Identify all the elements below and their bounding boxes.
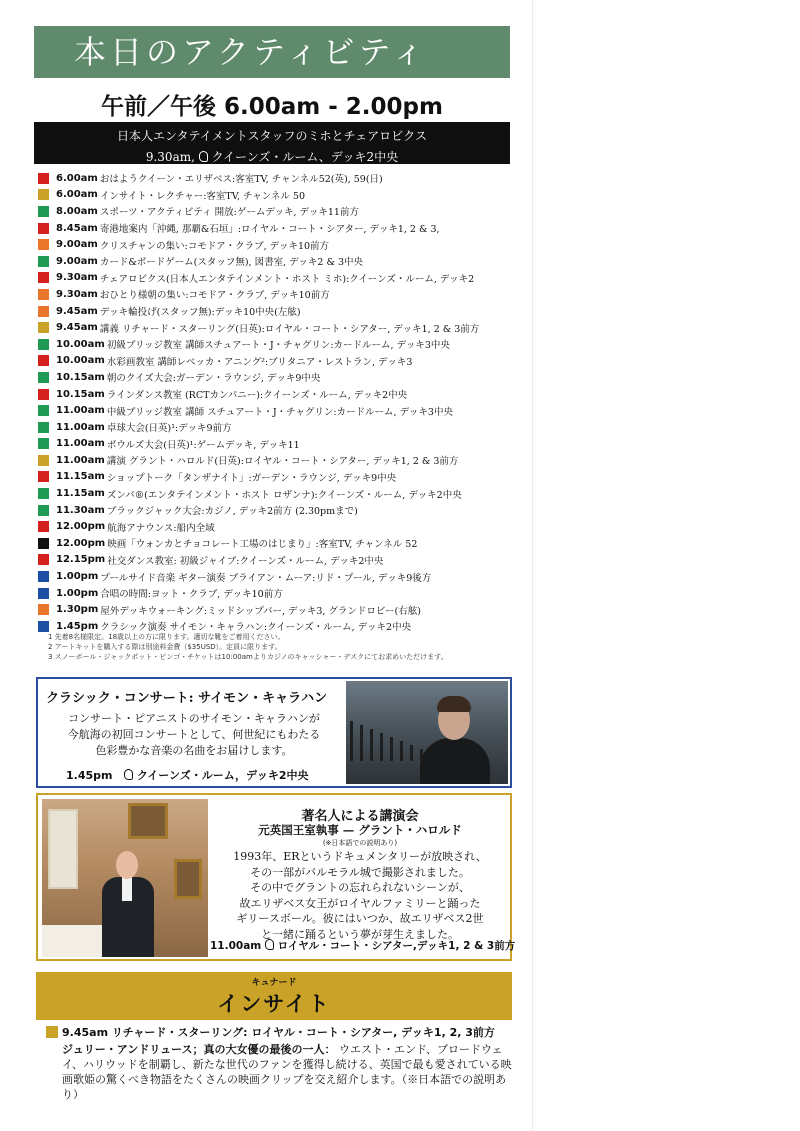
speaker-figure — [98, 849, 158, 957]
footnote: 3 スノーボール・ジャックポット・ビンゴ・チケットは10:00amよりカジノのキャッシャー・デスクにてお求めいただけます。 — [48, 653, 448, 661]
schedule-time: 11.15am — [56, 471, 105, 483]
schedule-row — [38, 187, 518, 204]
category-marker — [38, 189, 49, 200]
schedule-text: カード&ボードゲーム(スタッフ無), 図書室, デッキ2 & 3中央 — [99, 257, 363, 269]
schedule-text: ブラックジャック大会:カジノ, デッキ2前方 (2.30pmまで) — [106, 506, 358, 518]
insight-banner — [36, 972, 512, 1020]
schedule-text: ボウルズ大会(日英)¹:ゲームデッキ, デッキ11 — [106, 439, 300, 451]
schedule-text: 講義 リチャード・スターリング(日英):ロイヤル・コート・シアター, デッキ1, 2 & 3前方 — [99, 323, 480, 335]
schedule-text: ズンバ®(エンタテインメント・ホスト ロザンナ):クイーンズ・ルーム, デッキ2中央 — [106, 489, 462, 501]
lecture-time: 11.00am — [210, 940, 262, 952]
category-marker — [38, 256, 49, 267]
schedule-row — [38, 568, 518, 585]
concert-line: 色彩豊かな音楽の名曲をお届けします。 — [95, 744, 293, 757]
schedule-row — [38, 220, 518, 237]
schedule-time: 11.00am — [56, 454, 105, 466]
category-marker — [38, 272, 49, 283]
schedule-row — [38, 253, 518, 270]
page-fold — [532, 0, 533, 1131]
concert-description — [44, 711, 344, 759]
schedule-row — [38, 170, 518, 187]
schedule-text: チェアロビクス(日本人エンタテインメント・ホスト ミホ):クイーンズ・ルーム, デッキ2 — [99, 273, 475, 285]
category-marker — [38, 521, 49, 532]
schedule-time: 8.45am — [56, 222, 98, 234]
category-marker — [46, 1026, 58, 1038]
schedule-text: 卓球大会(日英)¹:デッキ9前方 — [106, 423, 232, 435]
pianist-figure — [420, 694, 490, 784]
schedule-time: 12.00pm — [56, 521, 106, 533]
page-title: 本日のアクティビティ — [34, 26, 510, 78]
concert-box — [36, 677, 512, 788]
category-marker — [38, 372, 49, 383]
schedule-row — [38, 485, 518, 502]
schedule-text: デッキ輪投げ(スタッフ無):デッキ10中央(左舷) — [99, 307, 301, 319]
footnote: 1 先着8名様限定。18歳以上の方に限ります。適切な靴をご着用ください。 — [48, 633, 285, 641]
schedule-time: 1.30pm — [56, 604, 99, 616]
schedule-time: 9.30am — [56, 272, 98, 284]
schedule-text: 屋外デッキウォーキング:ミッドシップバー, デッキ3, グランドロビー(右舷) — [100, 605, 421, 617]
category-marker — [38, 223, 49, 234]
category-marker — [38, 422, 49, 433]
insight-brand: キュナード — [251, 978, 297, 988]
lecture-title: 著名人による講演会 — [301, 809, 419, 824]
schedule-time: 6.00am — [56, 189, 98, 201]
schedule-row — [38, 236, 518, 253]
schedule-time: 10.15am — [56, 388, 105, 400]
schedule-time: 10.15am — [56, 371, 105, 383]
insight-line: リチャード・スターリング: ロイヤル・コート・シアター, デッキ1, 2, 3前方 — [111, 1026, 495, 1039]
lecture-box — [36, 793, 516, 961]
category-marker — [38, 538, 49, 549]
category-marker — [38, 239, 49, 250]
schedule-row — [38, 535, 518, 552]
schedule-text: 映画「ウォンカとチョコレート工場のはじまり」:客室TV, チャンネル 52 — [107, 539, 418, 551]
schedule-row — [38, 353, 518, 370]
schedule-row — [38, 469, 518, 486]
schedule-time: 1.00pm — [56, 571, 99, 583]
category-marker — [38, 339, 49, 350]
insight-title: インサイト — [217, 991, 331, 1016]
category-marker — [38, 173, 49, 184]
lecture-line: と一緒に踊るという夢が芽生えました。 — [261, 927, 459, 941]
insight-body: ウエスト・エンド、ブロードウェイ、ハリウッドを制覇し、新たな世代のファンを獲得し続ける、英国で最も愛されている映画歌姫の驚くべき物語をたくさんの映画クリップを交え紹介します。（※日本語での説明あり） — [62, 1043, 512, 1101]
schedule-text: プールサイド音楽 ギター演奏 ブライアン・ムーア:リド・プール, デッキ9後方 — [100, 572, 432, 584]
schedule-time: 1.00pm — [56, 587, 99, 599]
schedule-time: 9.00am — [56, 255, 98, 267]
schedule-text: 朝のクイズ大会:ガーデン・ラウンジ, デッキ9中央 — [106, 373, 321, 385]
schedule-time: 8.00am — [56, 205, 98, 217]
schedule-row — [38, 452, 518, 469]
schedule-row — [38, 270, 518, 287]
featured-activity-bar — [34, 122, 510, 164]
category-marker — [38, 405, 49, 416]
category-marker — [38, 588, 49, 599]
schedule-time: 11.15am — [56, 488, 105, 500]
category-marker — [38, 389, 49, 400]
category-marker — [38, 322, 49, 333]
schedule-row — [38, 336, 518, 353]
speaker-photo — [42, 799, 208, 957]
category-marker — [38, 554, 49, 565]
category-marker — [38, 471, 49, 482]
schedule-text: おひとり様朝の集い:コモドア・クラブ, デッキ10前方 — [99, 290, 330, 302]
painting — [174, 859, 202, 899]
insight-description — [62, 1042, 517, 1102]
insight-lead: ジュリー・アンドリュース；真の大女優の最後の一人： — [62, 1043, 336, 1056]
painting — [128, 803, 168, 839]
concert-schedule — [66, 767, 309, 783]
lecture-description — [210, 849, 510, 942]
schedule-text: 航海アナウンス:船内全域 — [107, 522, 215, 534]
schedule-text: 講演 グラント・ハロルド(日英):ロイヤル・コート・シアター, デッキ1, 2 & 3前方 — [106, 456, 459, 468]
schedule-row — [38, 419, 518, 436]
schedule-text: おはようクイーン・エリザベス:客室TV, チャンネル52(英), 59(日) — [99, 174, 383, 186]
schedule-row — [38, 601, 518, 618]
concert-line: コンサート・ピアニストのサイモン・キャラハンが — [68, 712, 320, 725]
lecture-location: ロイヤル・コート・シアター,デッキ1, 2 & 3前方 — [277, 940, 516, 952]
pier-silhouette — [346, 711, 426, 761]
schedule-text: 中級ブリッジ教室 講師 スチュアート・J・チャグリン:カードルーム, デッキ3中央 — [106, 406, 453, 418]
category-marker — [38, 488, 49, 499]
schedule-time: 12.15pm — [56, 554, 106, 566]
schedule-time: 9.00am — [56, 239, 98, 251]
category-marker — [38, 455, 49, 466]
category-marker — [38, 355, 49, 366]
schedule-time: 9.45am — [56, 305, 98, 317]
lecture-line: 故エリザベス女王がロイヤルファミリーと踊った — [239, 896, 481, 910]
schedule-time: 1.45pm — [56, 620, 99, 632]
category-marker — [38, 438, 49, 449]
schedule-row — [38, 585, 518, 602]
lecture-line: 1993年、ERというドキュメンタリーが放映され、 — [233, 850, 487, 863]
time-range-heading: 午前／午後 6.00am - 2.00pm — [101, 94, 443, 120]
insight-session — [46, 1024, 516, 1040]
schedule-row — [38, 518, 518, 535]
schedule-row — [38, 552, 518, 569]
footnote: 2 アートキットを購入する際は別途料金費（$35USD）。定員に限ります。 — [48, 643, 282, 651]
concert-location: クイーンズ・ルーム，デッキ2中央 — [136, 769, 309, 782]
schedule-text: 合唱の時間:ヨット・クラブ, デッキ10前方 — [100, 589, 283, 601]
lecture-subtitle: 元英国王室執事 — グラント・ハロルド — [258, 823, 462, 837]
lecture-note: (※日本語での説明あり) — [322, 839, 398, 847]
category-marker — [38, 604, 49, 615]
schedule-time: 9.45am — [56, 322, 98, 334]
lecture-line: その一部がバルモラル城で撮影されました。 — [250, 865, 470, 879]
category-marker — [38, 505, 49, 516]
featured-details — [34, 144, 510, 165]
window — [48, 809, 78, 889]
schedule-time: 11.00am — [56, 438, 105, 450]
featured-time: 9.30am, — [145, 150, 195, 164]
category-marker — [38, 571, 49, 582]
schedule-list — [38, 170, 518, 635]
category-marker — [38, 289, 49, 300]
hearing-loop-icon — [124, 769, 133, 780]
schedule-text: スポーツ・アクティビティ 開放:ゲームデッキ, デッキ11前方 — [99, 207, 359, 219]
category-marker — [38, 306, 49, 317]
lecture-schedule — [210, 938, 516, 953]
schedule-text: 寄港地案内「沖縄, 那覇&石垣」:ロイヤル・コート・シアター, デッキ1, 2 & 3, — [99, 224, 440, 236]
hearing-loop-icon — [199, 151, 208, 162]
schedule-text: 水彩画教室 講師レベッカ・アニング²:ブリタニア・レストラン, デッキ3 — [106, 356, 413, 368]
schedule-row — [38, 319, 518, 336]
schedule-time: 6.00am — [56, 172, 98, 184]
concert-line: 今航海の初回コンサートとして、何世紀にもわたる — [67, 728, 321, 741]
schedule-time: 10.00am — [56, 355, 105, 367]
footnotes — [48, 632, 518, 662]
schedule-text: 初級ブリッジ教室 講師スチュアート・J・チャグリン:カードルーム, デッキ3中央 — [106, 340, 450, 352]
schedule-text: ショップトーク「タンザナイト」:ガーデン・ラウンジ, デッキ9中央 — [106, 472, 397, 484]
schedule-text: 社交ダンス教室: 初級ジャイブ:クイーンズ・ルーム, デッキ2中央 — [107, 555, 384, 567]
concert-time: 1.45pm — [66, 769, 113, 782]
lecture-line: その中でグラントの忘れられないシーンが、 — [250, 881, 470, 894]
schedule-text: インサイト・レクチャー:客室TV, チャンネル 50 — [99, 190, 306, 202]
schedule-row — [38, 436, 518, 453]
schedule-time: 10.00am — [56, 338, 105, 350]
hearing-loop-icon — [265, 939, 274, 950]
schedule-time: 9.30am — [56, 288, 98, 300]
schedule-row — [38, 303, 518, 320]
pianist-photo — [346, 681, 508, 784]
category-marker — [38, 621, 49, 632]
schedule-row — [38, 502, 518, 519]
insight-time: 9.45am — [62, 1025, 109, 1039]
schedule-row — [38, 203, 518, 220]
featured-title: 日本人エンタテイメントスタッフのミホとチェアロビクス — [117, 129, 427, 143]
schedule-time: 12.00pm — [56, 537, 106, 549]
schedule-row — [38, 369, 518, 386]
schedule-time: 11.00am — [56, 405, 105, 417]
schedule-row — [38, 286, 518, 303]
concert-title: クラシック・コンサート: サイモン・キャラハン — [46, 691, 328, 706]
lecture-line: ギリースボール。彼にはいつか、故エリザベス2世 — [236, 912, 484, 925]
schedule-text: クリスチャンの集い:コモドア・クラブ, デッキ10前方 — [99, 240, 330, 252]
schedule-row — [38, 402, 518, 419]
schedule-text: クラシック演奏 サイモン・キャラハン:クイーンズ・ルーム, デッキ2中央 — [100, 622, 412, 634]
schedule-time: 11.30am — [56, 504, 105, 516]
category-marker — [38, 206, 49, 217]
featured-location: クイーンズ・ルーム、デッキ2中央 — [211, 150, 399, 164]
schedule-text: ラインダンス教室 (RCTカンパニー):クイーンズ・ルーム, デッキ2中央 — [106, 390, 408, 402]
schedule-time: 11.00am — [56, 421, 105, 433]
schedule-row — [38, 386, 518, 403]
